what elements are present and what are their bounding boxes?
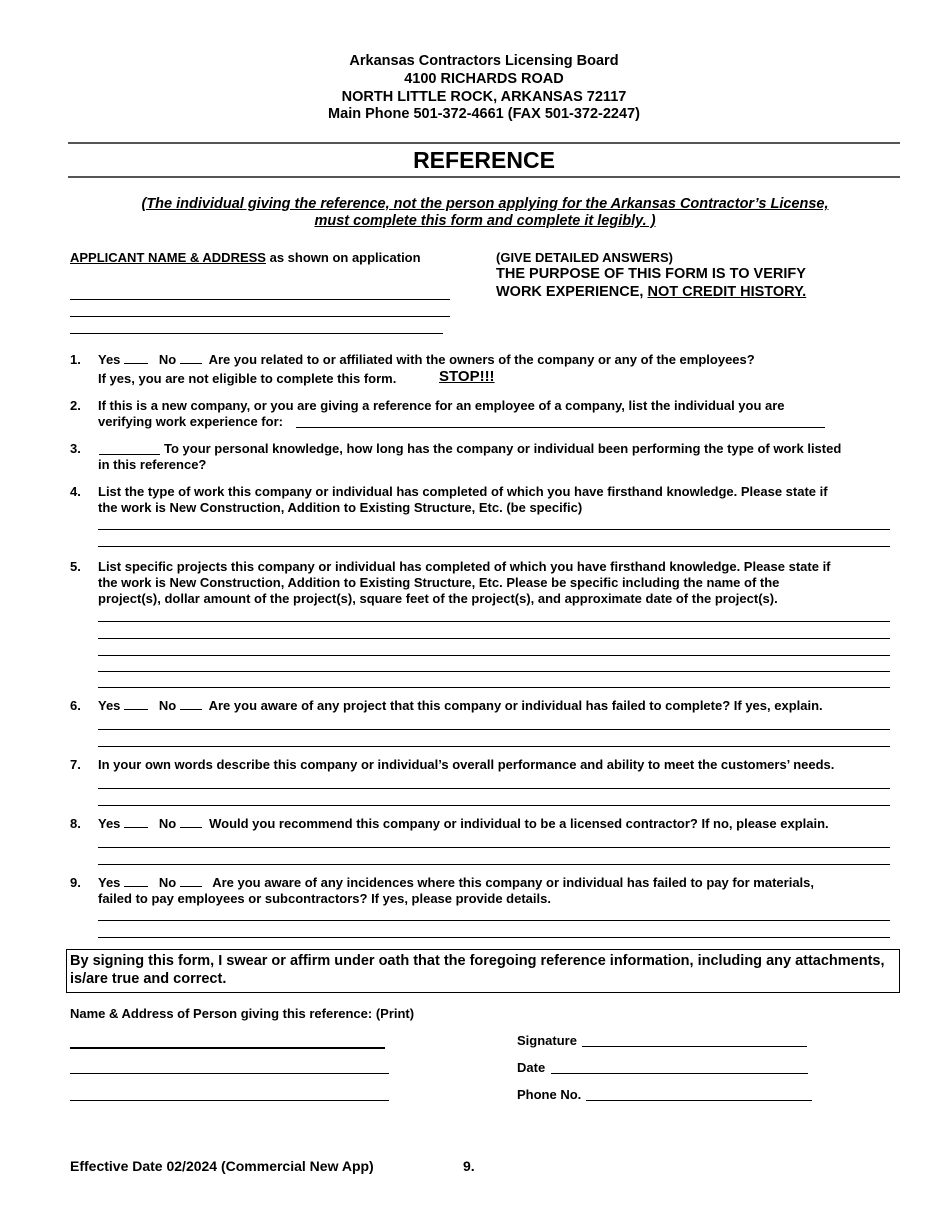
q6-answer-line-1[interactable] bbox=[98, 729, 890, 730]
q9-number: 9. bbox=[70, 875, 81, 890]
q3-line2: in this reference? bbox=[98, 457, 207, 472]
q6-number: 6. bbox=[70, 698, 81, 713]
q5-line3: project(s), dollar amount of the project(s), square feet of the project(s), and approximate date of the project(s). bbox=[98, 591, 778, 606]
q5-answer-line-1[interactable] bbox=[98, 621, 890, 622]
signer-line-3[interactable] bbox=[70, 1100, 389, 1101]
applicant-line-2[interactable] bbox=[70, 316, 450, 317]
instruction-note: (The individual giving the reference, not the person applying for the Arkansas Contractor’s License, must complete this form and complete it legibly. ) bbox=[141, 196, 829, 229]
board-name: Arkansas Contractors Licensing Board bbox=[349, 53, 619, 69]
q9-yes-blank[interactable] bbox=[124, 875, 148, 887]
q9-no-blank[interactable] bbox=[180, 875, 202, 887]
oath-statement: By signing this form, I swear or affirm under oath that the foregoing reference information, including any attachments, is/are true and correct. bbox=[66, 949, 900, 993]
q5-line2: the work is New Construction, Addition to Existing Structure, Etc. Please be specific including the name of the bbox=[98, 575, 780, 590]
board-address-street: 4100 RICHARDS ROAD bbox=[404, 71, 564, 87]
q9-line2: failed to pay employees or subcontractors? If yes, please provide details. bbox=[98, 891, 551, 906]
q9-answer-line-1[interactable] bbox=[98, 920, 890, 921]
applicant-line-3[interactable] bbox=[70, 333, 443, 334]
detailed-answers-note: (GIVE DETAILED ANSWERS) bbox=[496, 250, 673, 265]
page-number: 9. bbox=[463, 1158, 475, 1174]
page-title: REFERENCE bbox=[413, 147, 555, 173]
q6-answer-line-2[interactable] bbox=[98, 746, 890, 747]
q3-text: To your personal knowledge, how long has the company or individual been performing the type of work listed bbox=[164, 441, 842, 456]
q6-text: Yes No Are you aware of any project that this company or individual has failed to complete? If yes, explain. bbox=[98, 698, 823, 713]
q5-answer-line-2[interactable] bbox=[98, 638, 890, 639]
q4-line2: the work is New Construction, Addition to Existing Structure, Etc. (be specific) bbox=[98, 500, 583, 515]
q8-no-blank[interactable] bbox=[180, 816, 202, 828]
q7-number: 7. bbox=[70, 757, 81, 772]
q9-answer-line-2[interactable] bbox=[98, 937, 890, 938]
date-line[interactable] bbox=[551, 1073, 808, 1074]
q7-answer-line-2[interactable] bbox=[98, 805, 890, 806]
q2-line2: verifying work experience for: bbox=[98, 414, 283, 429]
effective-date: Effective Date 02/2024 (Commercial New App) bbox=[70, 1158, 374, 1174]
applicant-line-1[interactable] bbox=[70, 299, 450, 300]
q5-text: List specific projects this company or individual has completed of which you have firsthand knowledge. Please state if bbox=[98, 559, 831, 574]
q6-no-blank[interactable] bbox=[180, 698, 202, 710]
q5-number: 5. bbox=[70, 559, 81, 574]
q2-text: If this is a new company, or you are giving a reference for an employee of a company, list the individual you are bbox=[98, 398, 785, 413]
signature-line[interactable] bbox=[582, 1046, 807, 1047]
q1-stop: STOP!!! bbox=[439, 368, 495, 385]
purpose-line-2: WORK EXPERIENCE, NOT CREDIT HISTORY. bbox=[496, 284, 807, 300]
signer-label: Name & Address of Person giving this reference: (Print) bbox=[70, 1006, 415, 1021]
q7-text: In your own words describe this company or individual’s overall performance and ability to meet the customers’ needs. bbox=[98, 757, 835, 772]
signer-line-1[interactable] bbox=[70, 1047, 385, 1049]
applicant-label: APPLICANT NAME & ADDRESS as shown on application bbox=[70, 250, 421, 265]
q6-yes-blank[interactable] bbox=[124, 698, 148, 710]
signature-label: Signature bbox=[517, 1033, 577, 1048]
q8-yes-blank[interactable] bbox=[124, 816, 148, 828]
q5-answer-line-5[interactable] bbox=[98, 687, 890, 688]
board-phone: Main Phone 501-372-4661 (FAX 501-372-2247) bbox=[328, 106, 640, 122]
q1-no-blank[interactable] bbox=[180, 352, 202, 364]
q8-answer-line-1[interactable] bbox=[98, 847, 890, 848]
q3-number: 3. bbox=[70, 441, 81, 456]
q3-answer-blank[interactable] bbox=[99, 454, 160, 455]
q5-answer-line-4[interactable] bbox=[98, 671, 890, 672]
board-address-city: NORTH LITTLE ROCK, ARKANSAS 72117 bbox=[341, 89, 627, 105]
phone-line[interactable] bbox=[586, 1100, 812, 1101]
q8-number: 8. bbox=[70, 816, 81, 831]
phone-label: Phone No. bbox=[517, 1087, 582, 1102]
title-rule-top bbox=[68, 142, 900, 144]
q1-line2: If yes, you are not eligible to complete this form. bbox=[98, 371, 397, 386]
q1-yes-blank[interactable] bbox=[124, 352, 148, 364]
signer-line-2[interactable] bbox=[70, 1073, 389, 1074]
title-rule-bottom bbox=[68, 176, 900, 178]
q1-number: 1. bbox=[70, 352, 81, 367]
q7-answer-line-1[interactable] bbox=[98, 788, 890, 789]
q8-answer-line-2[interactable] bbox=[98, 864, 890, 865]
q4-number: 4. bbox=[70, 484, 81, 499]
q2-number: 2. bbox=[70, 398, 81, 413]
q5-answer-line-3[interactable] bbox=[98, 655, 890, 656]
q9-text: Yes No Are you aware of any incidences where this company or individual has failed to pay for materials, bbox=[98, 875, 815, 890]
q4-answer-line-1[interactable] bbox=[98, 529, 890, 530]
q8-text: Yes No Would you recommend this company or individual to be a licensed contractor? If no, please explain. bbox=[98, 816, 829, 831]
q2-answer-line[interactable] bbox=[296, 427, 825, 428]
purpose-line-1: THE PURPOSE OF THIS FORM IS TO VERIFY bbox=[496, 266, 806, 282]
q4-text: List the type of work this company or individual has completed of which you have firsthand knowledge. Please state if bbox=[98, 484, 828, 499]
date-label: Date bbox=[517, 1060, 546, 1075]
q1-text: Yes No Are you related to or affiliated with the owners of the company or any of the employees? bbox=[98, 352, 755, 367]
q4-answer-line-2[interactable] bbox=[98, 546, 890, 547]
